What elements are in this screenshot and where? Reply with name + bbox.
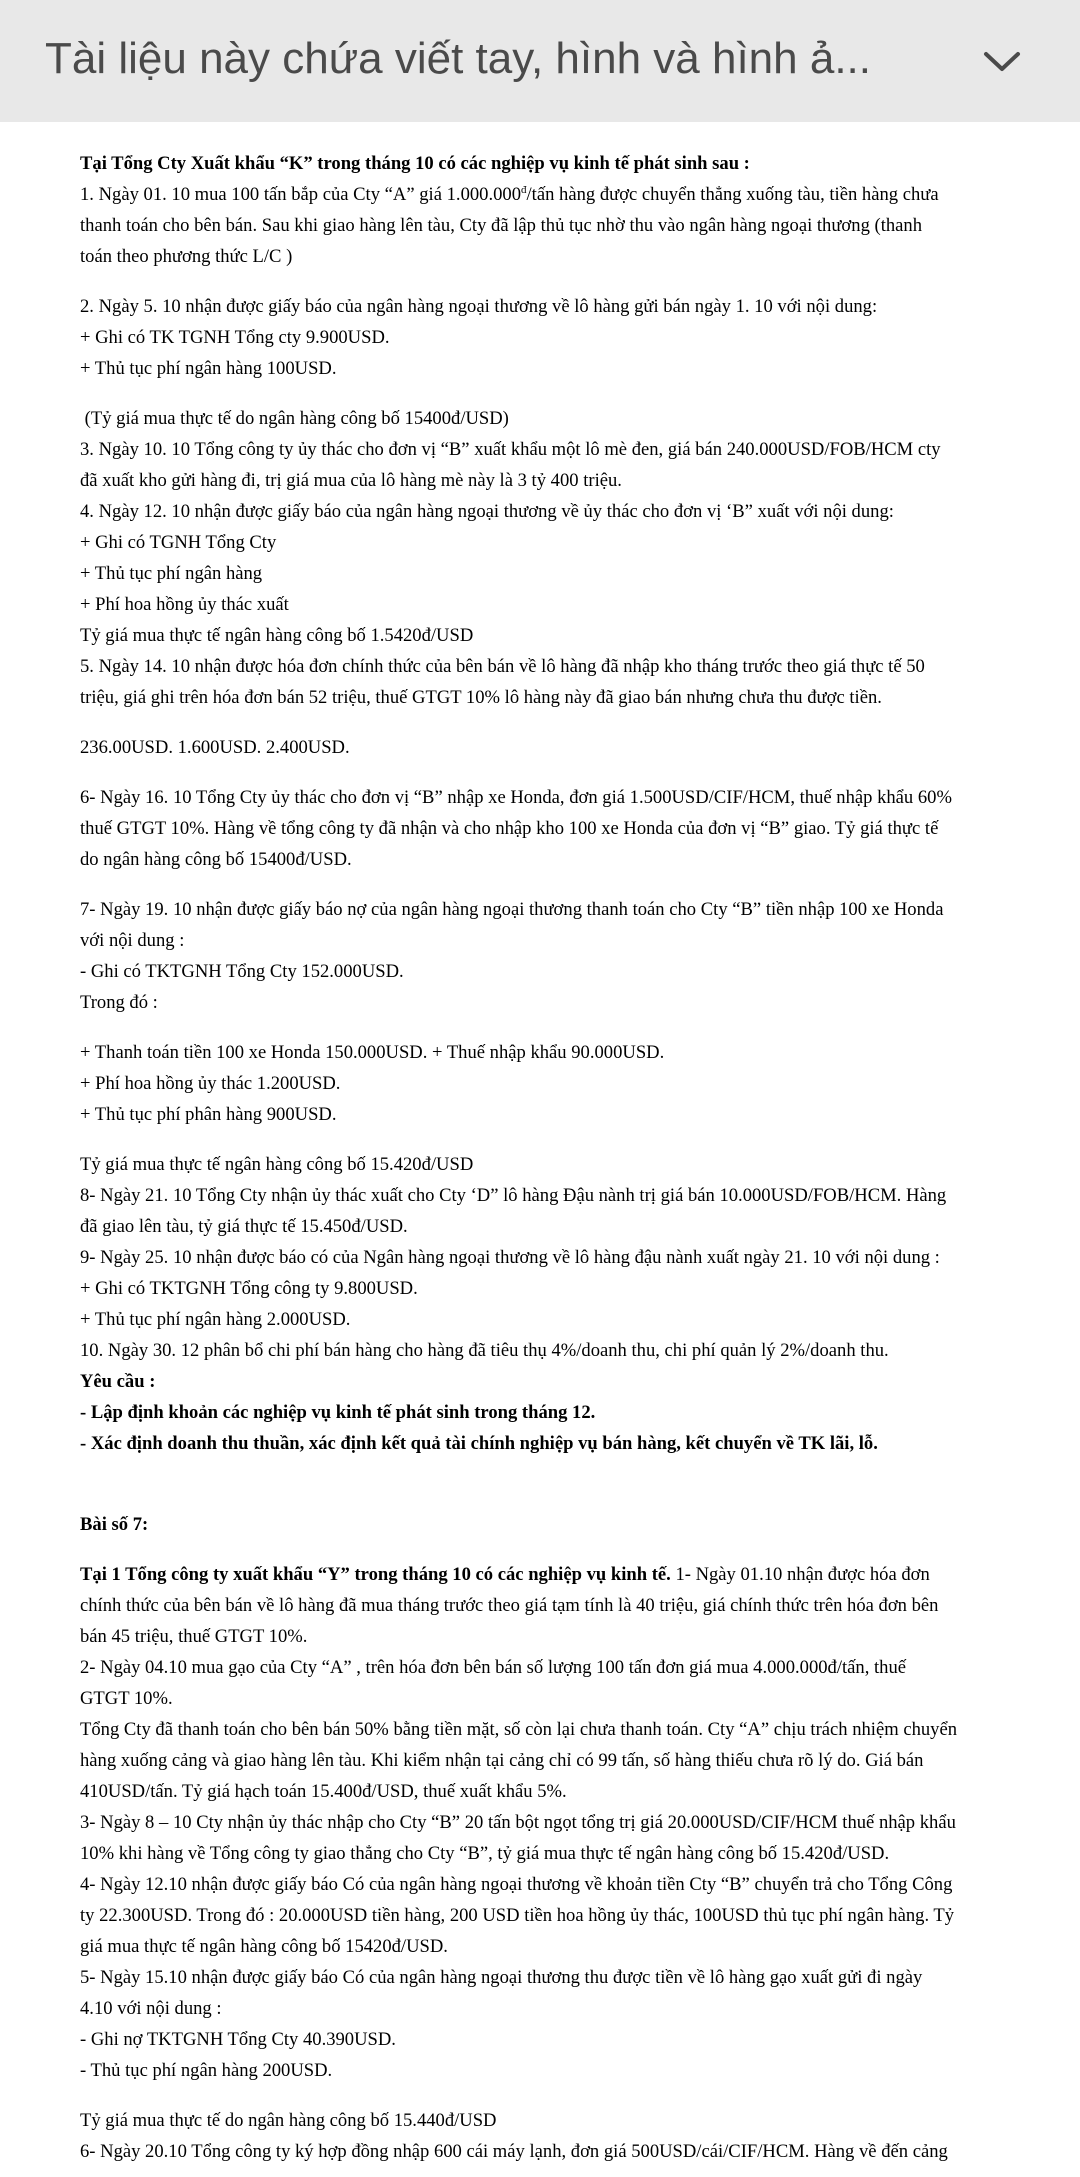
- text-line: 2- Ngày 04.10 mua gạo của Cty “A” , trên hóa đơn bên bán số lượng 100 tấn đơn giá mua 4.000.000đ/tấn, thuế: [80, 1657, 907, 1678]
- chevron-down-icon[interactable]: [980, 44, 1024, 78]
- text-line: 8- Ngày 21. 10 Tổng Cty nhận ủy thác xuất cho Cty ‘D” lô hàng Đậu nành trị giá bán 10.000USD/FOB/HCM. Hàng: [80, 1185, 947, 1206]
- text-line: 4. Ngày 12. 10 nhận được giấy báo của ngân hàng ngoại thương về ủy thác cho đơn vị ‘B” xuất với nội dung:: [80, 501, 894, 522]
- text-line: do ngân hàng công bố 15400đ/USD.: [80, 849, 352, 870]
- text-line: 3- Ngày 8 – 10 Cty nhận ủy thác nhập cho Cty “B” 20 tấn bột ngọt tổng trị giá 20.000USD/CIF/HCM thuế nhập khẩu: [80, 1812, 956, 1833]
- text-line: 6- Ngày 20.10 Tổng công ty ký hợp đồng nhập 600 cái máy lạnh, đơn giá 500USD/cái/CIF/HCM. Hàng về đến cảng: [80, 2141, 948, 2162]
- text-line: 4.10 với nội dung :: [80, 1998, 222, 2019]
- text-line: + Thủ tục phí ngân hàng 100USD.: [80, 358, 337, 379]
- text-line: + Ghi có TK TGNH Tổng cty 9.900USD.: [80, 327, 390, 348]
- superscript: đ: [521, 183, 527, 196]
- text-line: 9- Ngày 25. 10 nhận được báo có của Ngân hàng ngoại thương về lô hàng đậu nành xuất ngày 21. 10 với nội dung :: [80, 1247, 940, 1268]
- text-segment: /tấn hàng được chuyển thẳng xuống tàu, tiền hàng chưa: [526, 184, 939, 205]
- text-line: Tỷ giá mua thực tế ngân hàng công bố 1.5420đ/USD: [80, 625, 474, 646]
- text-line: GTGT 10%.: [80, 1688, 173, 1709]
- text-line: 3. Ngày 10. 10 Tổng công ty ủy thác cho đơn vị “B” xuất khẩu một lô mè đen, giá bán 240.000USD/FOB/HCM cty: [80, 439, 941, 460]
- text-segment: 1. Ngày 01. 10 mua 100 tấn bắp của Cty “A” giá 1.000.000: [80, 184, 521, 205]
- text-line: Tỷ giá mua thực tế ngân hàng công bố 15.420đ/USD: [80, 1154, 474, 1175]
- text-line: + Phí hoa hồng ủy thác xuất: [80, 594, 289, 615]
- text-line: (Tỷ giá mua thực tế do ngân hàng công bố 15400đ/USD): [80, 408, 509, 429]
- text-line: - Thủ tục phí ngân hàng 200USD.: [80, 2060, 333, 2081]
- text-line: + Phí hoa hồng ủy thác 1.200USD.: [80, 1073, 341, 1094]
- text-line: toán theo phương thức L/C ): [80, 246, 293, 267]
- text-line: - Ghi nợ TKTGNH Tổng Cty 40.390USD.: [80, 2029, 396, 2050]
- text-line: 5- Ngày 15.10 nhận được giấy báo Có của ngân hàng ngoại thương thu được tiền về lô hàng gạo xuất gửi đi ngày: [80, 1967, 923, 1988]
- text-line: 6- Ngày 16. 10 Tổng Cty ủy thác cho đơn vị “B” nhập xe Honda, đơn giá 1.500USD/CIF/HCM, thuế nhập khẩu 60%: [80, 787, 952, 808]
- text-line: bán 45 triệu, thuế GTGT 10%.: [80, 1626, 308, 1647]
- requirements-heading: Yêu cầu :: [80, 1371, 156, 1392]
- text-line: [80, 1559, 1000, 1590]
- text-segment: Tại 1 Tổng công ty xuất khẩu “Y” trong tháng 10 có các nghiệp vụ kinh tế.: [80, 1564, 671, 1585]
- text-line: hàng xuống cảng và giao hàng lên tàu. Khi kiểm nhận tại cảng chỉ có 99 tấn, số hàng thiếu chưa rõ lý do. Giá bán: [80, 1750, 924, 1771]
- text-line: triệu, giá ghi trên hóa đơn bán 52 triệu, thuế GTGT 10% lô hàng này đã giao bán nhưng chưa thu được tiền.: [80, 687, 882, 708]
- text-line: với nội dung :: [80, 930, 185, 951]
- text-line: + Ghi có TGNH Tổng Cty: [80, 532, 277, 553]
- document-body: [80, 148, 1000, 2167]
- text-line: 236.00USD. 1.600USD. 2.400USD.: [80, 737, 350, 758]
- text-line: 4- Ngày 12.10 nhận được giấy báo Có của ngân hàng ngoại thương về khoản tiền Cty “B” chuyển trả cho Tổng Công: [80, 1874, 953, 1895]
- text-line: đã giao lên tàu, tỷ giá thực tế 15.450đ/USD.: [80, 1216, 408, 1237]
- text-line: Tỷ giá mua thực tế do ngân hàng công bố 15.440đ/USD: [80, 2110, 497, 2131]
- text-line: thanh toán cho bên bán. Sau khi giao hàng lên tàu, Cty đã lập thủ tục nhờ thu vào ngân hàng ngoại thương (thanh: [80, 215, 923, 236]
- text-line: + Thủ tục phí ngân hàng 2.000USD.: [80, 1309, 351, 1330]
- text-line: Tổng Cty đã thanh toán cho bên bán 50% bằng tiền mặt, số còn lại chưa thanh toán. Cty “A” chịu trách nhiệm chuyển: [80, 1719, 958, 1740]
- text-line: ty 22.300USD. Trong đó : 20.000USD tiền hàng, 200 USD tiền hoa hồng ủy thác, 100USD thủ tục phí ngân hàng. Tỷ: [80, 1905, 955, 1926]
- text-line: 5. Ngày 14. 10 nhận được hóa đơn chính thức của bên bán về lô hàng đã nhập kho tháng trước theo giá thực tế 50: [80, 656, 925, 677]
- text-line: giá mua thực tế ngân hàng công bố 15420đ/USD.: [80, 1936, 448, 1957]
- exercise-heading: Bài số 7:: [80, 1514, 149, 1535]
- text-line: thuế GTGT 10%. Hàng về tổng công ty đã nhận và cho nhập kho 100 xe Honda của đơn vị “B” giao. Tỷ giá thực tế: [80, 818, 939, 839]
- text-line: 10. Ngày 30. 12 phân bổ chi phí bán hàng cho hàng đã tiêu thụ 4%/doanh thu, chi phí quản lý 2%/doanh thu.: [80, 1340, 889, 1361]
- text-line: [80, 179, 1000, 210]
- text-line: chính thức của bên bán về lô hàng đã mua tháng trước theo giá tạm tính là 40 triệu, giá chính thức trên hóa đơn bên: [80, 1595, 939, 1616]
- text-line: - Ghi có TKTGNH Tổng Cty 152.000USD.: [80, 961, 404, 982]
- text-line: đã xuất kho gửi hàng đi, trị giá mua của lô hàng mè này là 3 tỷ 400 triệu.: [80, 470, 622, 491]
- requirement-item: - Lập định khoản các nghiệp vụ kinh tế phát sinh trong tháng 12.: [80, 1402, 596, 1423]
- text-line: 410USD/tấn. Tỷ giá hạch toán 15.400đ/USD, thuế xuất khẩu 5%.: [80, 1781, 567, 1802]
- text-segment: 1- Ngày 01.10 nhận được hóa đơn: [670, 1564, 930, 1585]
- text-line: + Ghi có TKTGNH Tổng công ty 9.800USD.: [80, 1278, 418, 1299]
- text-line: 7- Ngày 19. 10 nhận được giấy báo nợ của ngân hàng ngoại thương thanh toán cho Cty “B” tiền nhập 100 xe Honda: [80, 899, 944, 920]
- text-line: 2. Ngày 5. 10 nhận được giấy báo của ngân hàng ngoại thương về lô hàng gửi bán ngày 1. 10 với nội dung:: [80, 296, 878, 317]
- document-header: [0, 0, 1080, 122]
- intro-line: Tại Tổng Cty Xuất khẩu “K” trong tháng 10 có các nghiệp vụ kinh tế phát sinh sau :: [80, 153, 750, 174]
- text-line: + Thủ tục phí ngân hàng: [80, 563, 263, 584]
- document-title: Tài liệu này chứa viết tay, hình và hình ả...: [45, 34, 871, 83]
- text-line: 10% khi hàng về Tổng công ty giao thẳng cho Cty “B”, tỷ giá mua thực tế ngân hàng công bố 15.420đ/USD.: [80, 1843, 890, 1864]
- text-line: + Thanh toán tiền 100 xe Honda 150.000USD. + Thuế nhập khẩu 90.000USD.: [80, 1042, 665, 1063]
- requirement-item: - Xác định doanh thu thuần, xác định kết quả tài chính nghiệp vụ bán hàng, kết chuyển về TK lãi, lỗ.: [80, 1433, 878, 1454]
- text-line: + Thủ tục phí phân hàng 900USD.: [80, 1104, 337, 1125]
- text-line: Trong đó :: [80, 992, 158, 1013]
